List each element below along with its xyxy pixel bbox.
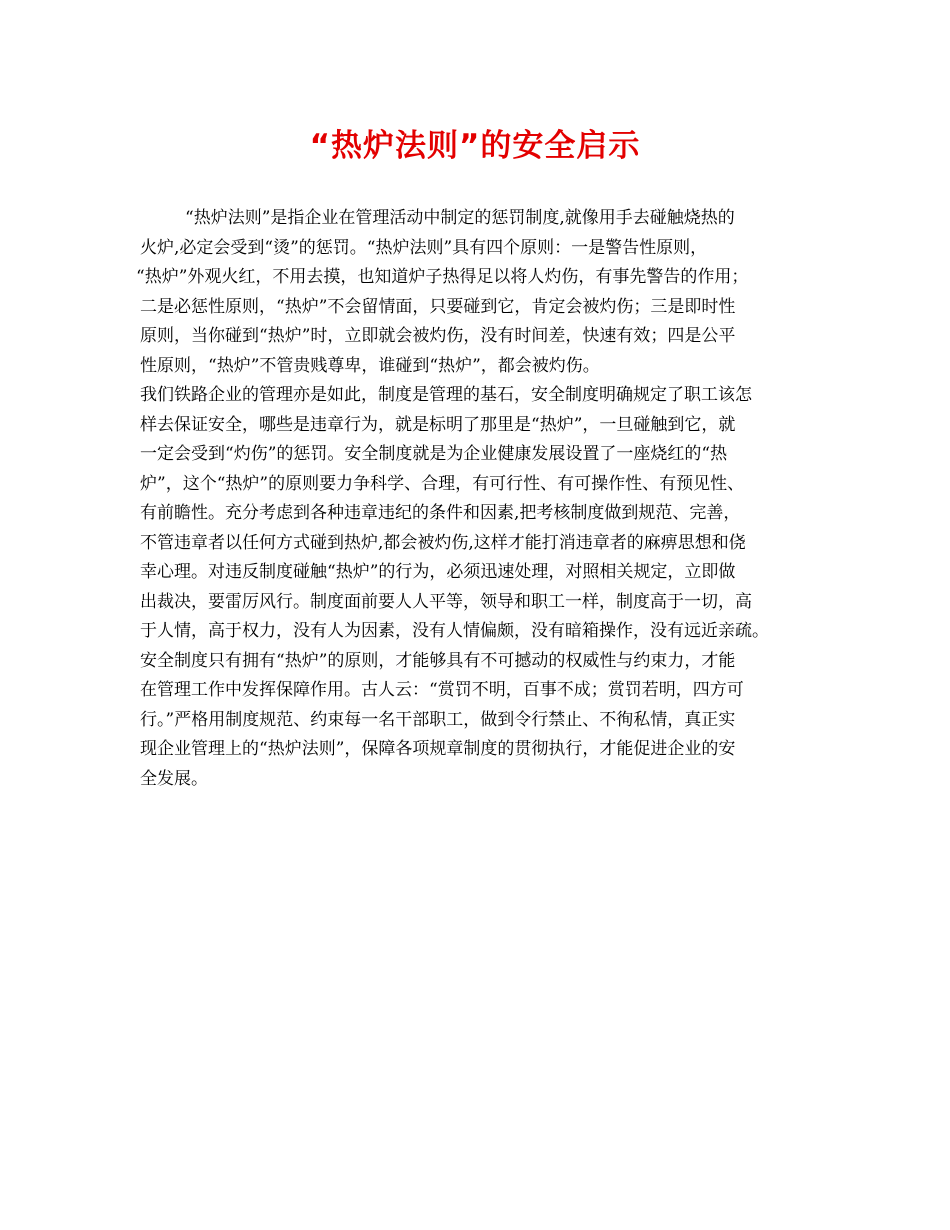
body-line: 出裁决，要雷厉风行。制度面前要人人平等，领导和职工一样，制度高于一切，高 bbox=[140, 591, 752, 612]
body-line: 我们铁路企业的管理亦是如此，制度是管理的基石，安全制度明确规定了职工该怎 bbox=[140, 385, 752, 405]
body-line: 全发展。 bbox=[140, 768, 208, 789]
body-line: 有前瞻性。充分考虑到各种违章违纪的条件和因素,把考核制度做到规范、完善， bbox=[140, 503, 741, 523]
body-line: 在管理工作中发挥保障作用。古人云：“赏罚不明，百事不成；赏罚若明，四方可 bbox=[140, 680, 744, 700]
body-line: “热炉”外观火红，不用去摸，也知道炉子热得足以将人灼伤，有事先警告的作用； bbox=[136, 267, 749, 287]
body-line: 性原则，“热炉”不管贵贱尊卑，谁碰到“热炉”，都会被灼伤。 bbox=[140, 355, 600, 376]
body-line: 现企业管理上的“热炉法则”，保障各项规章制度的贯彻执行，才能促进企业的安 bbox=[140, 739, 736, 759]
body-line: 于人情，高于权力，没有人为因素，没有人情偏颇，没有暗箱操作，没有远近亲疏。 bbox=[140, 621, 769, 641]
body-line: 二是必惩性原则，“热炉”不会留情面，只要碰到它，肯定会被灼伤；三是即时性 bbox=[140, 296, 736, 317]
body-line: 样去保证安全，哪些是违章行为，就是标明了那里是“热炉”，一旦碰触到它，就 bbox=[140, 414, 736, 435]
body-line: 原则，当你碰到“热炉”时，立即就会被灼伤，没有时间差，快速有效；四是公平 bbox=[140, 326, 736, 346]
body-line: 不管违章者以任何方式碰到热炉,都会被灼伤,这样才能打消违章者的麻痹思想和侥 bbox=[140, 532, 746, 553]
body-line: 幸心理。对违反制度碰触“热炉”的行为，必须迅速处理，对照相关规定，立即做 bbox=[140, 562, 736, 582]
body-line: 火炉,必定会受到“烫”的惩罚。“热炉法则”具有四个原则：一是警告性原则， bbox=[140, 237, 708, 258]
body-line: 一定会受到“灼伤”的惩罚。安全制度就是为企业健康发展设置了一座烧红的“热 bbox=[140, 444, 728, 464]
body-line: 安全制度只有拥有“热炉”的原则，才能够具有不可撼动的权威性与约束力，才能 bbox=[140, 650, 736, 671]
document-body bbox=[136, 204, 820, 794]
body-line: 行。”严格用制度规范、约束每一名干部职工，做到令行禁止、不徇私情，真正实 bbox=[140, 709, 736, 730]
document-title: “热炉法则”的安全启示 bbox=[309, 128, 641, 164]
body-line: 炉”，这个“热炉”的原则要力争科学、合理，有可行性、有可操作性、有预见性、 bbox=[140, 473, 745, 494]
body-line: “热炉法则”是指企业在管理活动中制定的惩罚制度,就像用手去碰触烧热的 bbox=[185, 208, 735, 228]
